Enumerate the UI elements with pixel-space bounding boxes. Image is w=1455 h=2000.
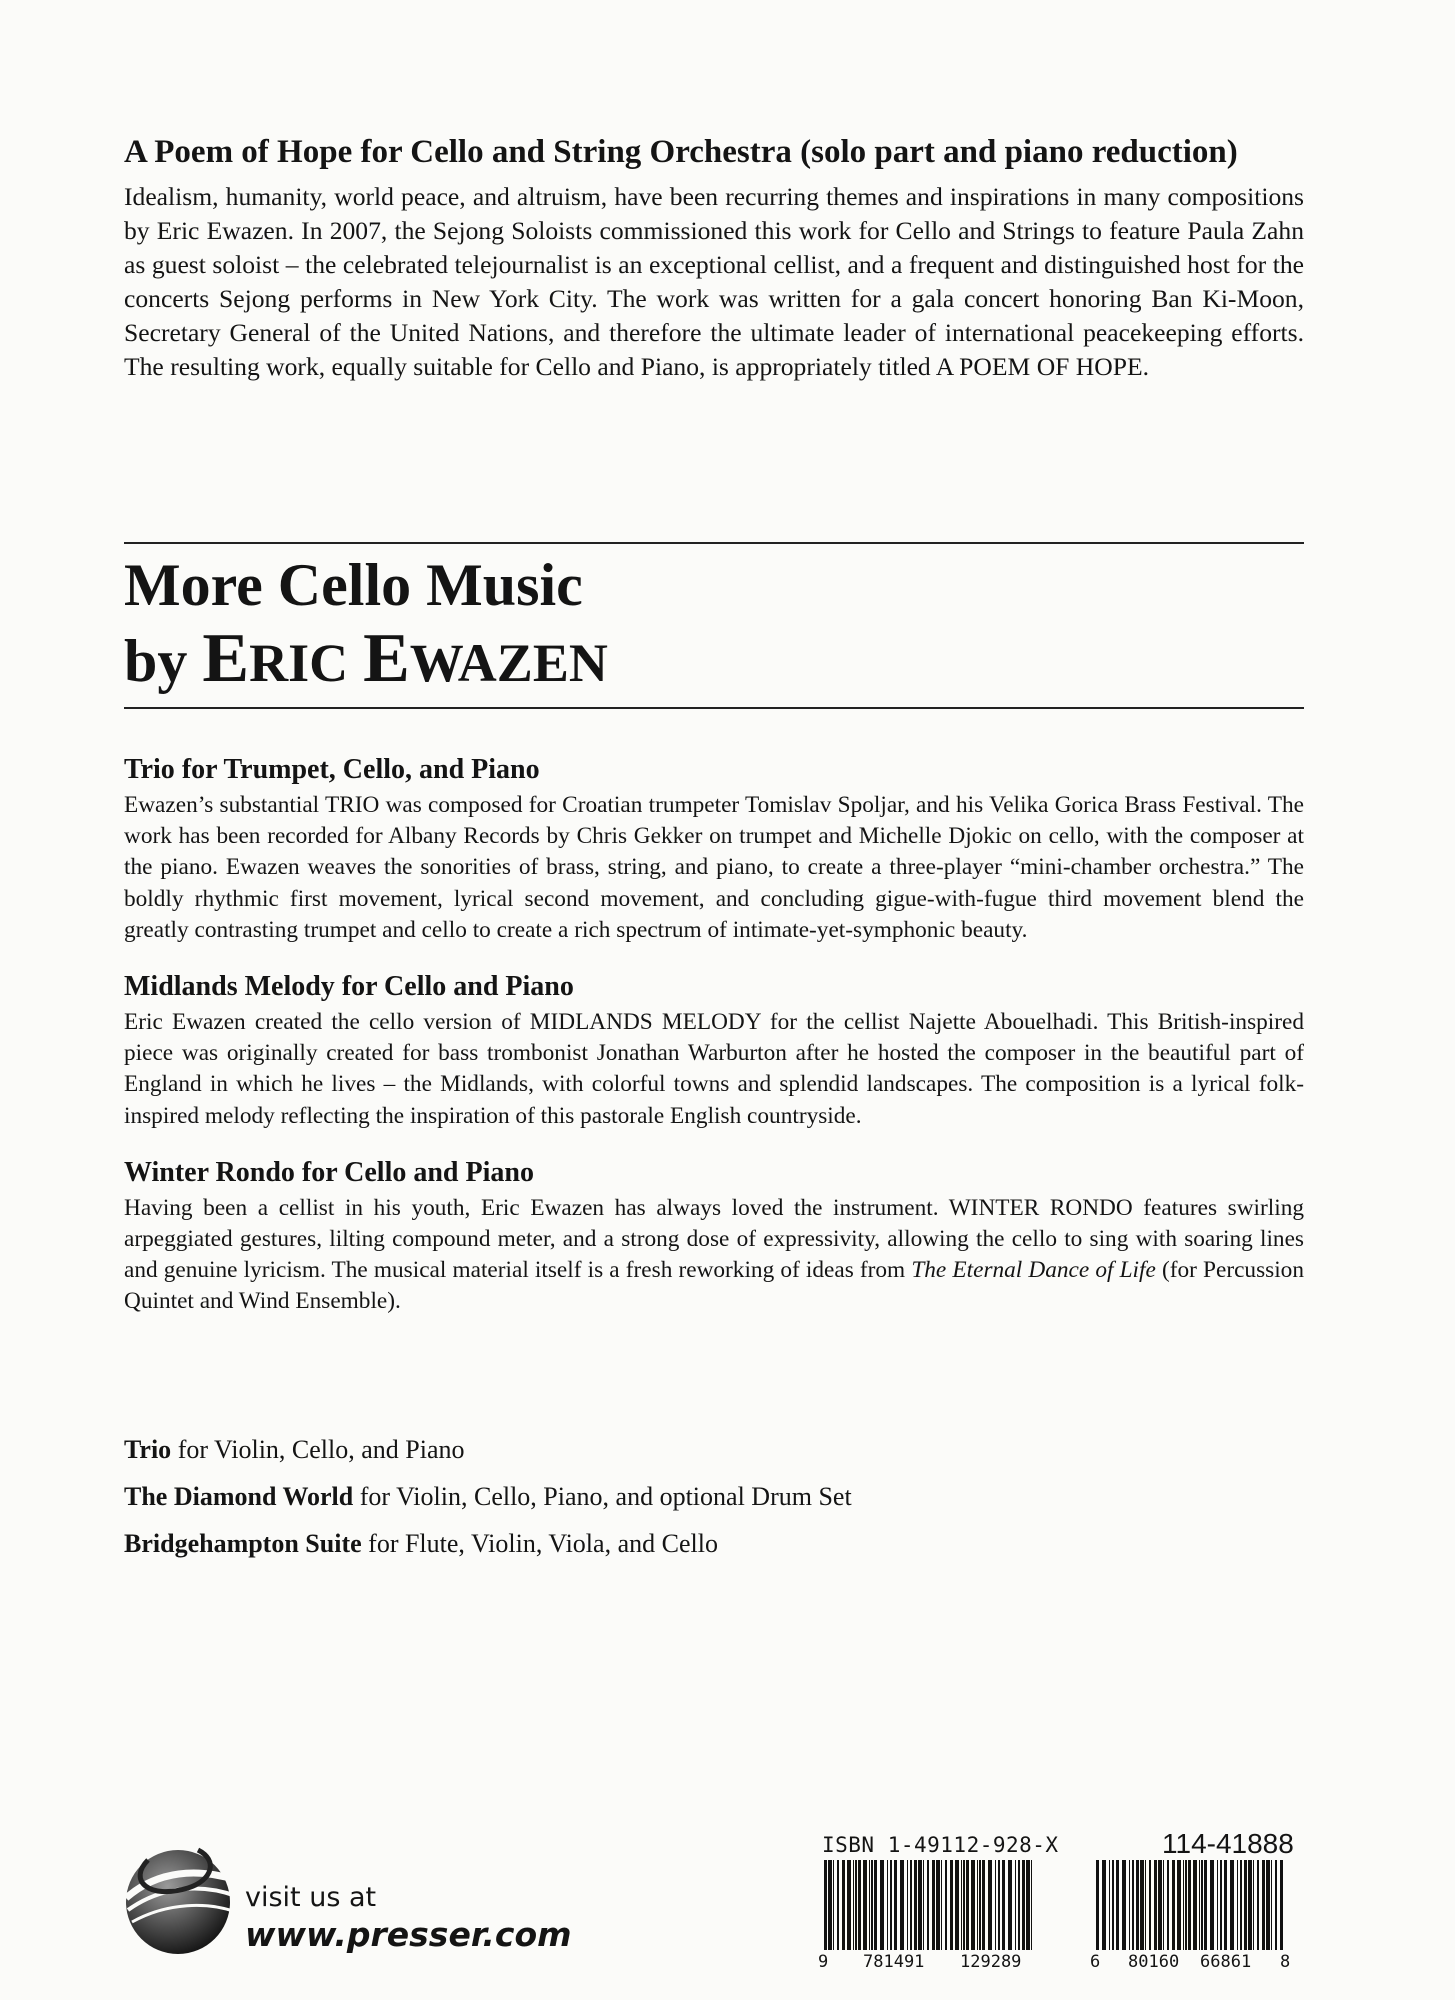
works-list: [124, 752, 1304, 1341]
section-title: [124, 548, 608, 700]
work-title-rest: for Cello and Piano: [294, 1156, 534, 1188]
work-title-bold: Midlands Melody: [124, 971, 335, 1003]
work-description-italic-title: The Eternal Dance of Life: [911, 1257, 1156, 1284]
list-item-rest: for Violin, Cello, and Piano: [171, 1435, 465, 1464]
list-item-bold: The Diamond World: [124, 1482, 354, 1511]
work-title-bold: Trio: [124, 754, 175, 785]
list-item-rest: for Flute, Violin, Viola, and Cello: [361, 1529, 718, 1558]
intro-title-rest: for Cello and String Orchestra (solo part and piano reduction): [352, 134, 1238, 170]
work-item: [124, 752, 1304, 946]
section-rule-top: [124, 542, 1304, 544]
visit-us-text: visit us at: [245, 1882, 377, 1913]
barcode-digit-group: 6: [1090, 1952, 1101, 1972]
work-item: [124, 1155, 1304, 1318]
composer-last-rest: WAZEN: [409, 633, 608, 693]
work-title: [124, 969, 1304, 1005]
isbn-number: ISBN 1-49112-928-X: [822, 1833, 1059, 1857]
list-item-rest: for Violin, Cello, Piano, and optional Drum Set: [353, 1482, 852, 1511]
work-title: [124, 1155, 1304, 1191]
list-item: [124, 1432, 1304, 1468]
work-item: [124, 969, 1304, 1132]
barcode-digit-group: 781491: [863, 1952, 925, 1972]
intro-title: [124, 130, 1304, 174]
work-description-text-end: (for Percussion Quintet and Wind Ensemble).: [124, 1257, 1304, 1315]
section-title-line1: More Cello Music: [124, 552, 583, 618]
intro-body: Idealism, humanity, world peace, and altruism, have been recurring themes and inspirations in many compositions by Eric Ewazen. In 2007, the Sejong Soloists commissioned this work for Cello and Strings to feature Paula Zahn as guest soloist – the celebrated telejournalist is an exceptional cellist, and a frequent and distinguished host for the concerts Sejong performs in New York City. The work was written for a gala concert honoring Ban Ki-Moon, Secretary General of the United Nations, and therefore the ultimate leader of international peacekeeping efforts. The resulting work, equally suitable for Cello and Piano, is appropriately titled A POEM OF HOPE.: [124, 182, 1304, 381]
composer-first-rest: RIC: [249, 633, 349, 693]
presser-logo-icon: [118, 1840, 238, 1960]
intro-title-bold: A Poem of Hope: [124, 134, 353, 170]
product-barcode-icon: [1090, 1860, 1290, 1970]
intro-section: [124, 130, 1304, 384]
work-title: [124, 752, 1304, 788]
list-item: [124, 1526, 1304, 1562]
composer-first-initial: E: [202, 620, 250, 697]
barcode-digit-group: 9: [818, 1952, 829, 1972]
barcode-digit-group: 8: [1280, 1952, 1291, 1972]
section-rule-bottom: [124, 707, 1304, 709]
list-item: [124, 1479, 1304, 1515]
barcode-digit-group: 129289: [960, 1952, 1022, 1972]
work-title-rest: for Trumpet, Cello, and Piano: [174, 754, 540, 785]
list-item-bold: Trio: [124, 1435, 172, 1464]
section-title-by: by: [124, 628, 203, 694]
barcode-digit-group: 80160: [1128, 1952, 1180, 1972]
work-title-rest: for Cello and Piano: [334, 971, 574, 1003]
additional-works-list: [124, 1432, 1304, 1573]
composer-last-initial: E: [363, 620, 410, 697]
work-description-text: Having been a cellist in his youth, Eric Ewazen has always loved the instrument. WINTER RONDO features swirling arpeggiated gestures, lilting compound meter, and a strong dose of expressivity, allowing the cello to sing with soaring lines and genuine lyricism. The musical material itself is a fresh reworking of ideas from: [124, 1194, 1304, 1284]
footer: [0, 1800, 1455, 2000]
work-description: Eric Ewazen created the cello version of MIDLANDS MELODY for the cellist Najette Abouelhadi. This British-inspired piece was originally created for bass trombonist Jonathan Warburton after he hosted the composer in the beautiful part of England in which he lives – the Midlands, with colorful towns and splendid landscapes. The composition is a lyrical folk-inspired melody reflecting the inspiration of this pastorale English countryside.: [124, 1009, 1304, 1129]
work-description: Ewazen’s substantial TRIO was composed for Croatian trumpeter Tomislav Spoljar, and his Velika Gorica Brass Festival. The work has been recorded for Albany Records by Chris Gekker on trumpet and Michelle Djokic on cello, with the composer at the piano. Ewazen weaves the sonorities of brass, string, and piano, to create a three-player “mini-chamber orchestra.” The boldly rhythmic first movement, lyrical second movement, and concluding gigue-with-fugue third movement blend the greatly contrasting trumpet and cello to create a rich spectrum of intimate-yet-symphonic beauty.: [124, 792, 1304, 943]
presser-website-link[interactable]: www.presser.com: [245, 1915, 572, 1954]
work-title-bold: Winter Rondo: [124, 1156, 295, 1188]
work-description: [124, 1193, 1304, 1318]
list-item-bold: Bridgehampton Suite: [124, 1529, 362, 1558]
product-code: 114-41888: [1162, 1828, 1294, 1859]
barcode-digit-group: 66861: [1200, 1952, 1252, 1972]
